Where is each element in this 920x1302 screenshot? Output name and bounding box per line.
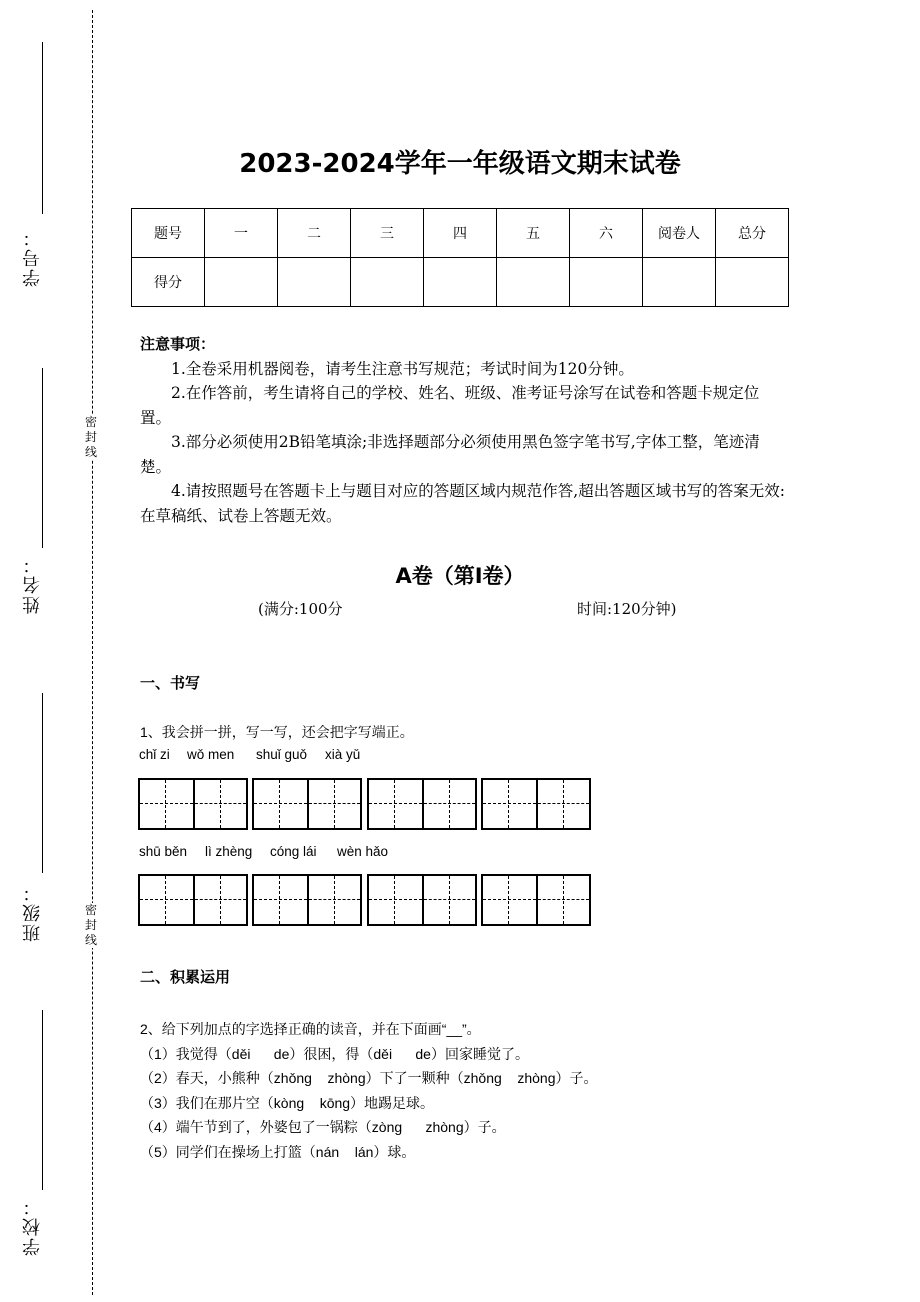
pinyin-item: shuǐ guǒ — [256, 747, 308, 762]
pinyin-item: lì zhèng — [205, 844, 253, 859]
pinyin-item: wèn hǎo — [337, 844, 389, 859]
exam-title: 2023-2024学年一年级语文期末试卷 — [239, 149, 681, 179]
score-header-cell: 五 — [497, 209, 570, 258]
section-2-heading: 二、积累运用 — [140, 968, 231, 986]
class-label: 班级： — [22, 882, 43, 942]
score-header-cell: 二 — [278, 209, 351, 258]
question-2-text: 2、给下列加点的字选择正确的读音，并在下面画“__”。 — [140, 1021, 481, 1037]
score-cell — [497, 258, 570, 307]
name-underline — [42, 368, 43, 548]
score-header-cell: 四 — [424, 209, 497, 258]
score-table-header-row — [132, 209, 789, 258]
exam-time: 时间:120分钟) — [577, 600, 677, 618]
score-table — [131, 208, 789, 307]
writing-grid[interactable] — [252, 874, 362, 926]
score-header-cell: 一 — [205, 209, 278, 258]
notes-item: 4.请按照题号在答题卡上与题目对应的答题区域内规范作答,超出答题区域书写的答案无效:在草稿纸、试卷上答题无效。 — [140, 482, 785, 525]
score-cell — [643, 258, 716, 307]
writing-grid[interactable] — [481, 778, 591, 830]
writing-grid[interactable] — [138, 874, 248, 926]
score-header-cell: 总分 — [716, 209, 789, 258]
student-id-underline — [42, 42, 43, 214]
class-underline — [42, 693, 43, 873]
school-underline — [42, 1010, 43, 1190]
pinyin-item: wǒ men — [187, 747, 235, 762]
notes-heading: 注意事项： — [140, 335, 216, 353]
score-header-cell: 三 — [351, 209, 424, 258]
student-id-label: 学号： — [22, 227, 43, 287]
seal-line-text-2: 密封线 — [84, 903, 97, 947]
question-2-item: （2）春天，小熊种（zhǒng zhòng）下了一颗种（zhǒng zhòng）子。 — [140, 1070, 598, 1086]
question-1-text: 1、我会拼一拼，写一写，还会把字写端正。 — [140, 724, 414, 740]
score-header-cell: 阅卷人 — [643, 209, 716, 258]
score-header-cell: 题号 — [132, 209, 205, 258]
full-score: (满分:100分 — [258, 600, 343, 618]
pinyin-item: shū běn — [139, 844, 188, 859]
question-2-block — [140, 1017, 597, 1164]
binding-dashed-line — [92, 10, 93, 1295]
writing-grid[interactable] — [367, 874, 477, 926]
score-row-label: 得分 — [132, 258, 205, 307]
score-cell — [424, 258, 497, 307]
score-cell — [570, 258, 643, 307]
question-2-item: （3）我们在那片空（kòng kōng）地踢足球。 — [140, 1094, 435, 1111]
writing-grid[interactable] — [367, 778, 477, 830]
notes-item: 3.部分必须使用2B铅笔填涂;非选择题部分必须使用黑色签字笔书写,字体工整，笔迹清楚。 — [140, 433, 760, 476]
writing-grid[interactable] — [138, 778, 248, 830]
notes-block — [140, 332, 788, 528]
score-cell — [205, 258, 278, 307]
paper-a-title: A卷（第Ⅰ卷） — [395, 564, 525, 588]
name-label: 姓名： — [22, 554, 43, 614]
question-2-item: （1）我觉得（děi de）很困，得（děi de）回家睡觉了。 — [140, 1045, 529, 1062]
question-2-item: （4）端午节到了，外婆包了一锅粽（zòng zhòng）子。 — [140, 1119, 506, 1135]
score-cell — [278, 258, 351, 307]
writing-grid[interactable] — [252, 778, 362, 830]
pinyin-item: xià yǔ — [325, 747, 361, 762]
notes-item: 2.在作答前，考生请将自己的学校、姓名、班级、准考证号涂写在试卷和答题卡规定位置。 — [140, 384, 760, 427]
pinyin-item: cóng lái — [270, 844, 317, 859]
score-cell — [716, 258, 789, 307]
section-1-heading: 一、书写 — [140, 674, 201, 692]
notes-item: 1.全卷采用机器阅卷，请考生注意书写规范；考试时间为120分钟。 — [171, 359, 634, 378]
question-2-item: （5）同学们在操场上打篮（nán lán）球。 — [140, 1143, 416, 1160]
score-header-cell: 六 — [570, 209, 643, 258]
school-label: 学校： — [22, 1196, 43, 1256]
score-table-score-row — [132, 258, 789, 307]
pinyin-item: chǐ zi — [139, 747, 170, 762]
writing-grid[interactable] — [481, 874, 591, 926]
seal-line-text-1: 密封线 — [84, 415, 97, 459]
score-cell — [351, 258, 424, 307]
